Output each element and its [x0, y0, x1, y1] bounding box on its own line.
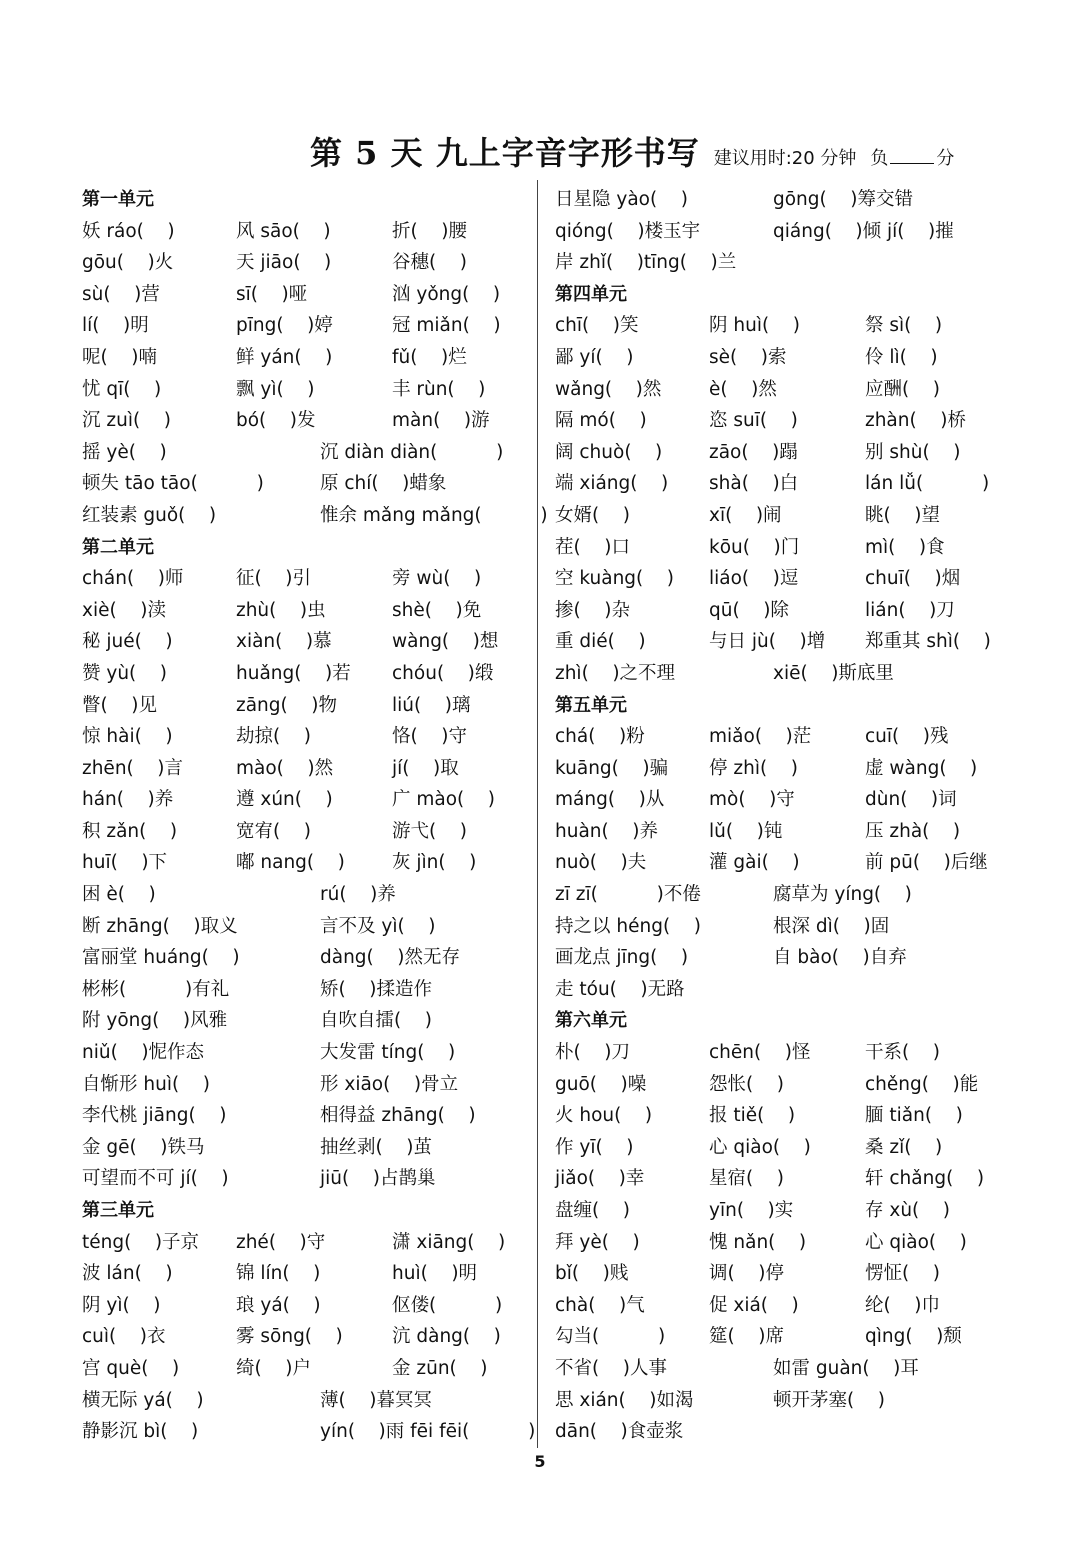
exercise-row [555, 374, 995, 406]
exercise-item[interactable]: 作 yī( ) [555, 1136, 634, 1158]
unit-heading: 第五单元 [555, 694, 627, 716]
exercise-item[interactable]: 富丽堂 huáng( ) [82, 947, 240, 969]
exercise-item[interactable]: chī( )笑 [555, 315, 639, 337]
exercise-item[interactable]: 断 zhāng( )取义 [82, 915, 238, 937]
exercise-row [555, 310, 995, 342]
exercise-item[interactable]: wǎng( )然 [555, 378, 662, 400]
exercise-item[interactable]: 促 xiá( ) [709, 1294, 799, 1316]
exercise-row [555, 532, 995, 564]
exercise-item[interactable]: 走 tóu( )无路 [555, 978, 685, 1000]
exercise-item[interactable]: 日星隐 yào( ) [555, 189, 688, 210]
exercise-row [82, 879, 527, 911]
exercise-item[interactable]: pīng( )婷 [236, 315, 333, 337]
exercise-row [82, 437, 527, 469]
exercise-item[interactable]: 嘟 nang( ) [236, 852, 345, 874]
exercise-row [555, 879, 995, 911]
exercise-item[interactable]: 折( )腰 [392, 220, 467, 242]
exercise-item[interactable]: 灌 gài( ) [709, 852, 800, 874]
exercise-row [82, 310, 527, 342]
exercise-item[interactable]: téng( )子京 [82, 1231, 200, 1253]
exercise-item[interactable]: 掺( )杂 [555, 599, 630, 621]
exercise-item[interactable]: dùn( )词 [865, 789, 957, 811]
exercise-item[interactable]: cuì( )衣 [82, 1326, 166, 1348]
exercise-item[interactable]: chěng( )能 [865, 1073, 979, 1095]
exercise-row [82, 500, 548, 532]
exercise-item[interactable]: 沉 zuì( ) [82, 410, 171, 432]
exercise-item[interactable]: 波 lán( ) [82, 1263, 173, 1285]
exercise-row [82, 974, 527, 1006]
exercise-item[interactable]: zhù( )虫 [236, 599, 326, 621]
exercise-item[interactable]: gōu( )火 [82, 252, 174, 274]
exercise-row [555, 1100, 995, 1132]
exercise-item[interactable]: 恣 suī( ) [709, 410, 798, 432]
exercise-item[interactable]: 如雷 guàn( )耳 [773, 1357, 919, 1379]
exercise-item[interactable]: 金 zūn( ) [392, 1357, 488, 1379]
exercise-item[interactable]: mì( )食 [865, 536, 945, 558]
exercise-item[interactable]: rú( )养 [320, 884, 396, 906]
exercise-item[interactable]: 端 xiáng( ) [555, 473, 669, 495]
exercise-item[interactable]: fǔ( )烂 [392, 346, 467, 368]
exercise-item[interactable]: 根深 dì( )固 [773, 915, 890, 937]
exercise-row [555, 437, 995, 469]
exercise-item[interactable]: sè( )索 [709, 346, 787, 368]
exercise-item[interactable]: 灰 jìn( ) [392, 852, 477, 874]
exercise-row [82, 1227, 527, 1259]
exercise-item[interactable]: 重 dié( ) [555, 631, 646, 653]
exercise-item[interactable]: 伶 lì( ) [865, 346, 938, 368]
exercise-item[interactable]: qióng( )楼玉宇 [555, 220, 701, 242]
exercise-item[interactable]: 彬彬( )有礼 [82, 978, 230, 1000]
exercise-row [555, 1132, 995, 1164]
exercise-item[interactable]: huì( )明 [392, 1263, 478, 1285]
exercise-row [555, 184, 995, 216]
exercise-item[interactable]: jiǎo( )幸 [555, 1168, 645, 1190]
exercise-item[interactable]: 锦 lín( ) [236, 1263, 321, 1285]
exercise-item[interactable]: 画龙点 jīng( ) [555, 947, 689, 969]
exercise-item[interactable]: 心 qiào( ) [709, 1136, 811, 1158]
exercise-item[interactable]: bǐ( )贱 [555, 1263, 629, 1285]
exercise-row [555, 1037, 995, 1069]
exercise-row [555, 1069, 995, 1101]
exercise-item[interactable]: 顿开茅塞( ) [773, 1389, 885, 1411]
exercise-row [82, 1385, 527, 1417]
unit-heading: 第一单元 [82, 189, 154, 210]
exercise-item[interactable]: 自吹自擂( ) [320, 1010, 432, 1032]
exercise-item[interactable]: 横无际 yá( ) [82, 1389, 204, 1411]
exercise-item[interactable]: qū( )除 [709, 599, 789, 621]
exercise-row [555, 1258, 995, 1290]
exercise-row [555, 468, 995, 500]
exercise-item[interactable]: bó( )发 [236, 410, 316, 432]
exercise-item[interactable]: màn( )游 [392, 410, 490, 432]
exercise-row [555, 1416, 995, 1448]
exercise-item[interactable]: huàn( )养 [555, 820, 658, 842]
exercise-item[interactable]: xiàn( )慕 [236, 631, 332, 653]
exercise-item[interactable]: 祭 sì( ) [865, 315, 943, 337]
exercise-item[interactable]: 顿失 tāo tāo( ) [82, 473, 264, 495]
exercise-item[interactable]: gōng( )筹交错 [773, 189, 913, 210]
exercise-item[interactable]: 伛偻( ) [392, 1294, 503, 1316]
exercise-item[interactable]: 拜 yè( ) [555, 1231, 640, 1253]
exercise-item[interactable]: 可望而不可 jí( ) [82, 1168, 229, 1190]
exercise-item[interactable]: 琅 yá( ) [236, 1294, 321, 1316]
exercise-item[interactable]: 勾当( ) [555, 1326, 666, 1348]
exercise-item[interactable]: hán( )养 [82, 789, 174, 811]
exercise-item[interactable]: lán lǚ( ) [865, 473, 990, 495]
exercise-item[interactable]: 冠 miǎn( ) [392, 315, 501, 337]
exercise-row [82, 911, 527, 943]
exercise-item[interactable]: 火 hou( ) [555, 1105, 653, 1127]
exercise-item[interactable]: 困 è( ) [82, 884, 156, 906]
exercise-item[interactable]: cuī( )残 [865, 726, 949, 748]
exercise-row [82, 374, 527, 406]
exercise-row [555, 658, 995, 690]
exercise-item[interactable]: 原 chí( )蜡象 [320, 473, 447, 495]
column-divider [537, 180, 538, 1448]
exercise-row [555, 626, 995, 658]
exercise-item[interactable]: chá( )粉 [555, 726, 645, 748]
exercise-item[interactable]: 调( )停 [709, 1263, 784, 1285]
exercise-item[interactable]: 忧 qī( ) [82, 378, 162, 400]
exercise-item[interactable]: 雾 sōng( ) [236, 1326, 343, 1348]
exercise-item[interactable]: mò( )守 [709, 789, 795, 811]
exercise-row [555, 911, 995, 943]
exercise-item[interactable]: niǔ( )怩作态 [82, 1042, 205, 1064]
exercise-item[interactable]: 报 tiě( ) [709, 1105, 796, 1127]
exercise-item[interactable]: 鄙 yí( ) [555, 346, 634, 368]
exercise-item[interactable]: 附 yōng( )风雅 [82, 1010, 228, 1032]
exercise-row [555, 784, 995, 816]
exercise-item[interactable]: qìng( )颓 [865, 1326, 962, 1348]
time-hint: 建议用时:20 分钟 [713, 148, 857, 169]
exercise-item[interactable]: 潇 xiāng( ) [392, 1231, 506, 1253]
exercise-row [555, 563, 995, 595]
exercise-item[interactable]: 纶( )巾 [865, 1294, 940, 1316]
exercise-item[interactable]: 停 zhì( ) [709, 757, 798, 779]
exercise-item[interactable]: 言不及 yì( ) [320, 915, 436, 937]
exercise-item[interactable]: 沆 dàng( ) [392, 1326, 501, 1348]
exercise-row [555, 1353, 995, 1385]
exercise-item[interactable]: 腐草为 yíng( ) [773, 884, 912, 906]
score-prefix: 负 [870, 148, 889, 169]
exercise-item[interactable]: 丰 rùn( ) [392, 378, 486, 400]
exercise-item[interactable]: 桑 zǐ( ) [865, 1136, 943, 1158]
exercise-item[interactable]: mào( )然 [236, 757, 334, 779]
exercise-item[interactable]: 遵 xún( ) [236, 789, 333, 811]
exercise-row [82, 784, 527, 816]
exercise-item[interactable]: 沉 diàn diàn( ) [320, 441, 504, 463]
exercise-item[interactable]: jí( )取 [392, 757, 459, 779]
exercise-row [555, 1321, 995, 1353]
exercise-item[interactable]: chēn( )怪 [709, 1042, 811, 1064]
exercise-item[interactable]: shà( )白 [709, 473, 799, 495]
exercise-row [82, 468, 527, 500]
exercise-row [555, 1290, 995, 1322]
exercise-item[interactable]: chán( )师 [82, 568, 184, 590]
exercise-item[interactable]: 积 zǎn( ) [82, 820, 178, 842]
exercise-item[interactable]: 形 xiāo( )骨立 [320, 1073, 459, 1095]
page-header [310, 128, 954, 172]
exercise-item[interactable]: máng( )从 [555, 789, 665, 811]
exercise-item[interactable]: 宫 què( ) [82, 1357, 180, 1379]
exercise-item[interactable]: è( )然 [709, 378, 777, 400]
exercise-item[interactable]: 岸 zhǐ( )tīng( )兰 [555, 252, 737, 274]
exercise-item[interactable]: 妖 ráo( ) [82, 220, 175, 242]
left-column [82, 184, 548, 1448]
exercise-item[interactable]: 与日 jù( )增 [709, 631, 826, 653]
exercise-row [555, 216, 995, 248]
exercise-row [82, 1005, 527, 1037]
exercise-row [555, 405, 995, 437]
exercise-item[interactable]: 汹 yǒng( ) [392, 283, 501, 305]
exercise-item[interactable]: 征( )引 [236, 568, 311, 590]
exercise-item[interactable]: 持之以 héng( ) [555, 915, 701, 937]
exercise-row [82, 626, 527, 658]
exercise-item[interactable]: chuī( )烟 [865, 568, 961, 590]
exercise-row [82, 816, 527, 848]
exercise-item[interactable]: 静影沉 bì( ) [82, 1421, 199, 1443]
exercise-item[interactable]: zhé( )守 [236, 1231, 326, 1253]
exercise-item[interactable]: 呢( )喃 [82, 346, 157, 368]
exercise-item[interactable]: 不省( )人事 [555, 1357, 667, 1379]
exercise-item[interactable]: huī( )下 [82, 852, 168, 874]
exercise-row [555, 974, 995, 1006]
exercise-item[interactable]: 虚 wàng( ) [865, 757, 978, 779]
exercise-item[interactable]: 绮( )户 [236, 1357, 311, 1379]
exercise-item[interactable]: dān( )食壶浆 [555, 1421, 684, 1443]
exercise-item[interactable]: 抽丝剥( )茧 [320, 1136, 432, 1158]
unit-heading: 第六单元 [555, 1010, 627, 1032]
exercise-row [82, 1353, 527, 1385]
exercise-item[interactable]: 红装素 guǒ( ) [82, 504, 217, 526]
exercise-item[interactable]: 天 jiāo( ) [236, 252, 332, 274]
exercise-item[interactable]: liáo( )逗 [709, 568, 799, 590]
exercise-item[interactable]: zhēn( )言 [82, 757, 184, 779]
exercise-item[interactable]: 茬( )口 [555, 536, 630, 558]
exercise-item[interactable]: 怨怅( ) [709, 1073, 784, 1095]
exercise-item[interactable]: 思 xián( )如渴 [555, 1389, 694, 1411]
exercise-item[interactable]: 大发雷 tíng( ) [320, 1042, 456, 1064]
exercise-item[interactable]: lǔ( )钝 [709, 820, 783, 842]
exercise-item[interactable]: yīn( )实 [709, 1200, 794, 1221]
exercise-item[interactable]: 薄( )暮冥冥 [320, 1389, 432, 1411]
exercise-row [555, 721, 995, 753]
exercise-row [82, 1100, 527, 1132]
exercise-item[interactable]: 飘 yì( ) [236, 378, 315, 400]
exercise-item[interactable]: 自 bào( )自弃 [773, 947, 907, 969]
exercise-row [82, 1290, 527, 1322]
exercise-item[interactable]: 盘缠( ) [555, 1200, 630, 1221]
exercise-row [555, 1163, 995, 1195]
exercise-item[interactable]: dàng( )然无存 [320, 947, 461, 969]
exercise-item[interactable]: 空 kuàng( ) [555, 568, 675, 590]
exercise-item[interactable]: chóu( )缎 [392, 662, 494, 684]
exercise-row [82, 1416, 536, 1448]
exercise-item[interactable]: lián( )刀 [865, 599, 955, 621]
exercise-item[interactable]: 轩 chǎng( ) [865, 1168, 985, 1190]
exercise-row [82, 247, 527, 279]
exercise-row [82, 216, 527, 248]
exercise-item[interactable]: 风 sāo( ) [236, 220, 331, 242]
exercise-item[interactable]: kōu( )门 [709, 536, 800, 558]
exercise-row [82, 279, 527, 311]
unit-heading: 第四单元 [555, 283, 627, 305]
exercise-item[interactable]: 别 shù( ) [865, 441, 961, 463]
exercise-item[interactable]: lí( )明 [82, 315, 149, 337]
exercise-item[interactable]: 腼 tiǎn( ) [865, 1105, 963, 1127]
exercise-row [82, 721, 527, 753]
exercise-item[interactable]: 阴 yì( ) [82, 1294, 161, 1316]
exercise-item[interactable]: zāo( )蹋 [709, 441, 798, 463]
score-suffix: 分 [936, 148, 955, 169]
exercise-item[interactable]: shè( )免 [392, 599, 482, 621]
exercise-row [555, 847, 995, 879]
exercise-item[interactable]: 鲜 yán( ) [236, 346, 333, 368]
exercise-row [555, 942, 995, 974]
exercise-row [82, 658, 527, 690]
exercise-row [555, 1385, 995, 1417]
exercise-item[interactable]: sù( )营 [82, 283, 160, 305]
exercise-item[interactable]: zāng( )物 [236, 694, 337, 716]
exercise-item[interactable]: 宽宥( ) [236, 820, 311, 842]
exercise-item[interactable]: 摇 yè( ) [82, 441, 167, 463]
exercise-item[interactable]: 压 zhà( ) [865, 820, 961, 842]
score-blank[interactable] [890, 145, 934, 164]
exercise-item[interactable]: 秘 jué( ) [82, 631, 173, 653]
exercise-item[interactable]: zī zī( )不倦 [555, 884, 701, 906]
exercise-row [82, 405, 527, 437]
exercise-item[interactable]: 自惭形 huì( ) [82, 1073, 210, 1095]
exercise-item[interactable]: 郑重其 shì( ) [865, 631, 991, 653]
exercise-item[interactable]: 恪( )守 [392, 726, 467, 748]
exercise-item[interactable]: 旁 wù( ) [392, 568, 482, 590]
exercise-item[interactable]: 矫( )揉造作 [320, 978, 432, 1000]
exercise-row [555, 1227, 995, 1259]
exercise-item[interactable]: guō( )噪 [555, 1073, 647, 1095]
exercise-item[interactable]: 李代桃 jiāng( ) [82, 1105, 227, 1127]
page-title: 第 5 天 九上字音字形书写 [310, 134, 700, 172]
exercise-item[interactable]: 存 xù( ) [865, 1200, 951, 1221]
exercise-item[interactable]: 隔 mó( ) [555, 410, 647, 432]
exercise-item[interactable]: 惊 hài( ) [82, 726, 173, 748]
exercise-row [555, 595, 995, 627]
exercise-item[interactable]: 广 mào( ) [392, 789, 496, 811]
exercise-row [82, 1163, 527, 1195]
exercise-item[interactable]: zhì( )之不理 [555, 662, 676, 684]
exercise-row [82, 1132, 527, 1164]
page-number: 5 [534, 1452, 546, 1471]
exercise-row [82, 563, 527, 595]
exercise-item[interactable]: huǎng( )若 [236, 662, 351, 684]
exercise-item[interactable]: xiē( )斯底里 [773, 662, 894, 684]
exercise-row [82, 595, 527, 627]
exercise-item[interactable]: 游弋( ) [392, 820, 467, 842]
exercise-item[interactable]: xiè( )渎 [82, 599, 166, 621]
exercise-item[interactable]: 星宿( ) [709, 1168, 784, 1190]
exercise-item[interactable]: zhàn( )桥 [865, 410, 966, 432]
exercise-item[interactable]: 眺( )望 [865, 504, 940, 526]
exercise-item[interactable]: 劫掠( ) [236, 726, 311, 748]
exercise-row [82, 753, 527, 785]
exercise-row [82, 690, 527, 722]
exercise-row [82, 847, 527, 879]
exercise-row [82, 1321, 527, 1353]
exercise-item[interactable]: 应酬( ) [865, 378, 940, 400]
exercise-item[interactable]: 心 qiào( ) [865, 1231, 967, 1253]
exercise-item[interactable]: jiū( )占鹊巢 [320, 1168, 436, 1190]
score-label [870, 144, 954, 170]
exercise-item[interactable]: 女婿( ) [555, 504, 630, 526]
exercise-item[interactable]: sī( )哑 [236, 283, 308, 305]
exercise-item[interactable]: miǎo( )茫 [709, 726, 812, 748]
exercise-item[interactable]: liú( )璃 [392, 694, 471, 716]
exercise-item[interactable]: kuāng( )骗 [555, 757, 669, 779]
exercise-item[interactable]: 愧 nǎn( ) [709, 1231, 807, 1253]
exercise-row [555, 342, 995, 374]
exercise-item[interactable]: 赞 yù( ) [82, 662, 168, 684]
unit-heading: 第三单元 [82, 1200, 154, 1221]
exercise-item[interactable]: 前 pū( )后继 [865, 852, 988, 874]
exercise-row [82, 1069, 527, 1101]
exercise-item[interactable]: 金 gē( )铁马 [82, 1136, 205, 1158]
exercise-item[interactable]: chà( )气 [555, 1294, 645, 1316]
exercise-item[interactable]: qiáng( )倾 jí( )摧 [773, 220, 954, 242]
exercise-item[interactable]: nuò( )夫 [555, 852, 647, 874]
exercise-item[interactable]: 阴 huì( ) [709, 315, 800, 337]
exercise-item[interactable]: 干系( ) [865, 1042, 940, 1064]
exercise-item[interactable]: 谷穗( ) [392, 252, 467, 274]
exercise-row [82, 942, 527, 974]
exercise-item[interactable]: 阔 chuò( ) [555, 441, 663, 463]
exercise-item[interactable]: 相得益 zhāng( ) [320, 1105, 476, 1127]
right-column [555, 184, 995, 1448]
exercise-row [82, 1037, 527, 1069]
exercise-row [82, 1258, 527, 1290]
exercise-item[interactable]: 朴( )刀 [555, 1042, 630, 1064]
exercise-row [82, 342, 527, 374]
exercise-row [555, 816, 995, 848]
exercise-row [555, 247, 995, 279]
exercise-item[interactable]: 惟余 mǎng mǎng( ) [320, 504, 548, 526]
exercise-item[interactable]: xī( )闹 [709, 504, 782, 526]
exercise-item[interactable]: 瞥( )见 [82, 694, 157, 716]
exercise-item[interactable]: 筵( )席 [709, 1326, 784, 1348]
unit-heading: 第二单元 [82, 536, 154, 558]
exercise-row [555, 500, 995, 532]
exercise-item[interactable]: yín( )雨 fēi fēi( ) [320, 1421, 536, 1443]
exercise-item[interactable]: wàng( )想 [392, 631, 499, 653]
exercise-item[interactable]: 愣怔( ) [865, 1263, 940, 1285]
exercise-row [555, 1195, 995, 1227]
exercise-row [555, 753, 995, 785]
